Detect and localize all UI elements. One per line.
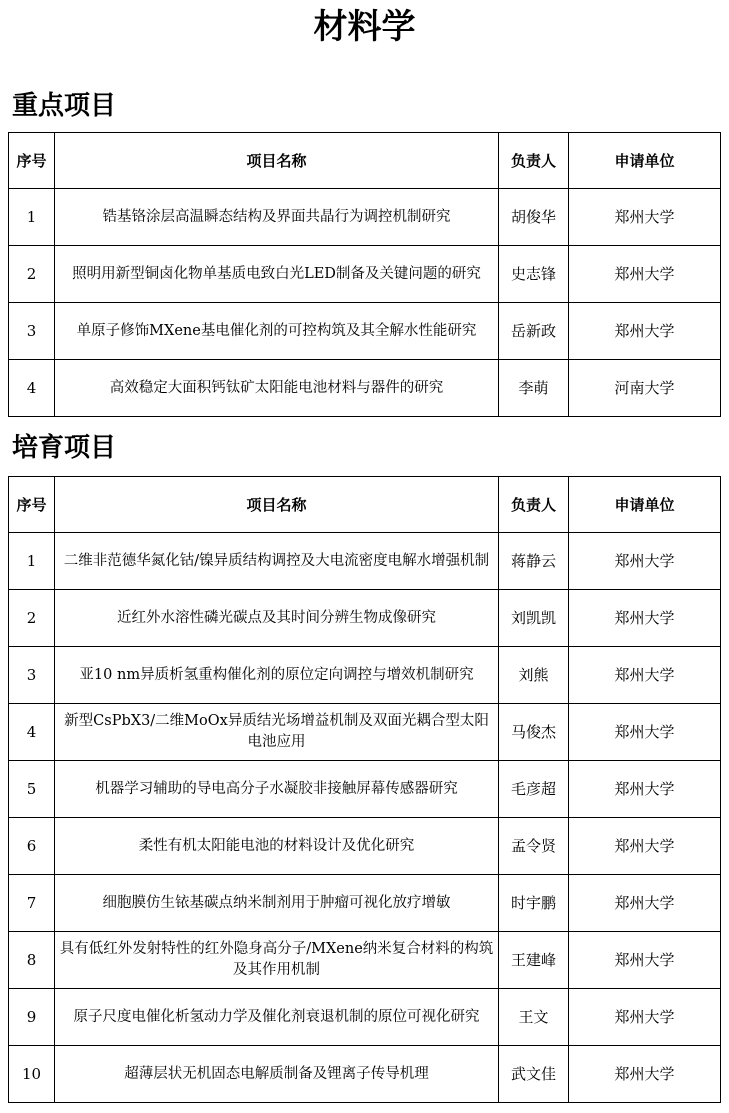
row-leader: 毛彦超 [499,761,569,818]
table-row [9,533,721,590]
key-projects-title: 重点项目 [12,91,117,121]
row-leader: 王文 [499,989,569,1046]
row-leader: 刘凯凯 [499,590,569,647]
header-leader: 负责人 [499,133,569,189]
row-leader: 孟令贤 [499,818,569,875]
row-leader: 马俊杰 [499,704,569,761]
row-unit: 郑州大学 [569,1046,721,1103]
nurture-projects-title: 培育项目 [12,433,117,463]
row-unit: 郑州大学 [569,189,721,246]
row-index: 6 [9,818,55,875]
row-leader: 岳新政 [499,303,569,360]
row-leader: 刘熊 [499,647,569,704]
row-unit: 郑州大学 [569,989,721,1046]
row-unit: 郑州大学 [569,246,721,303]
row-leader: 蒋静云 [499,533,569,590]
row-project-name: 单原子修饰MXene基电催化剂的可控构筑及其全解水性能研究 [55,303,499,360]
table-row [9,989,721,1046]
row-index: 3 [9,303,55,360]
page-title: 材料学 [313,7,416,47]
row-leader: 史志锋 [499,246,569,303]
row-index: 1 [9,189,55,246]
row-leader: 武文佳 [499,1046,569,1103]
table-header-row [9,477,721,533]
row-index: 4 [9,360,55,417]
row-project-name: 亚10 nm异质析氢重构催化剂的原位定向调控与增效机制研究 [55,647,499,704]
header-index: 序号 [9,133,55,189]
row-unit: 郑州大学 [569,875,721,932]
table-row [9,590,721,647]
table-row [9,647,721,704]
row-project-name: 新型CsPbX3/二维MoOx异质结光场增益机制及双面光耦合型太阳电池应用 [55,704,499,761]
table-row [9,932,721,989]
row-unit: 郑州大学 [569,303,721,360]
nurture-projects-table [8,476,721,1103]
row-project-name: 具有低红外发射特性的红外隐身高分子/MXene纳米复合材料的构筑及其作用机制 [55,932,499,989]
row-project-name: 照明用新型铜卤化物单基质电致白光LED制备及关键问题的研究 [55,246,499,303]
row-project-name: 近红外水溶性磷光碳点及其时间分辨生物成像研究 [55,590,499,647]
row-index: 10 [9,1046,55,1103]
row-leader: 李萌 [499,360,569,417]
row-unit: 郑州大学 [569,818,721,875]
header-unit: 申请单位 [569,133,721,189]
row-index: 4 [9,704,55,761]
header-project-name: 项目名称 [55,477,499,533]
row-project-name: 细胞膜仿生铱基碳点纳米制剂用于肿瘤可视化放疗增敏 [55,875,499,932]
row-leader: 胡俊华 [499,189,569,246]
row-unit: 河南大学 [569,360,721,417]
row-project-name: 柔性有机太阳能电池的材料设计及优化研究 [55,818,499,875]
row-unit: 郑州大学 [569,590,721,647]
row-unit: 郑州大学 [569,647,721,704]
header-project-name: 项目名称 [55,133,499,189]
key-projects-table [8,132,721,417]
row-project-name: 超薄层状无机固态电解质制备及锂离子传导机理 [55,1046,499,1103]
header-unit: 申请单位 [569,477,721,533]
table-row [9,704,721,761]
table-row [9,1046,721,1103]
table-row [9,303,721,360]
row-leader: 王建峰 [499,932,569,989]
row-project-name: 二维非范德华氮化钴/镍异质结构调控及大电流密度电解水增强机制 [55,533,499,590]
table-row [9,246,721,303]
row-index: 7 [9,875,55,932]
table-header-row [9,133,721,189]
row-index: 1 [9,533,55,590]
table-row [9,761,721,818]
table-row [9,875,721,932]
row-unit: 郑州大学 [569,704,721,761]
row-index: 2 [9,246,55,303]
header-index: 序号 [9,477,55,533]
row-unit: 郑州大学 [569,932,721,989]
row-index: 9 [9,989,55,1046]
row-unit: 郑州大学 [569,761,721,818]
row-unit: 郑州大学 [569,533,721,590]
row-index: 8 [9,932,55,989]
row-project-name: 高效稳定大面积钙钛矿太阳能电池材料与器件的研究 [55,360,499,417]
row-index: 2 [9,590,55,647]
header-leader: 负责人 [499,477,569,533]
table-row [9,360,721,417]
row-project-name: 锆基铬涂层高温瞬态结构及界面共晶行为调控机制研究 [55,189,499,246]
row-index: 5 [9,761,55,818]
table-row [9,818,721,875]
table-row [9,189,721,246]
row-leader: 时宇鹏 [499,875,569,932]
row-project-name: 原子尺度电催化析氢动力学及催化剂衰退机制的原位可视化研究 [55,989,499,1046]
row-index: 3 [9,647,55,704]
row-project-name: 机器学习辅助的导电高分子水凝胶非接触屏幕传感器研究 [55,761,499,818]
